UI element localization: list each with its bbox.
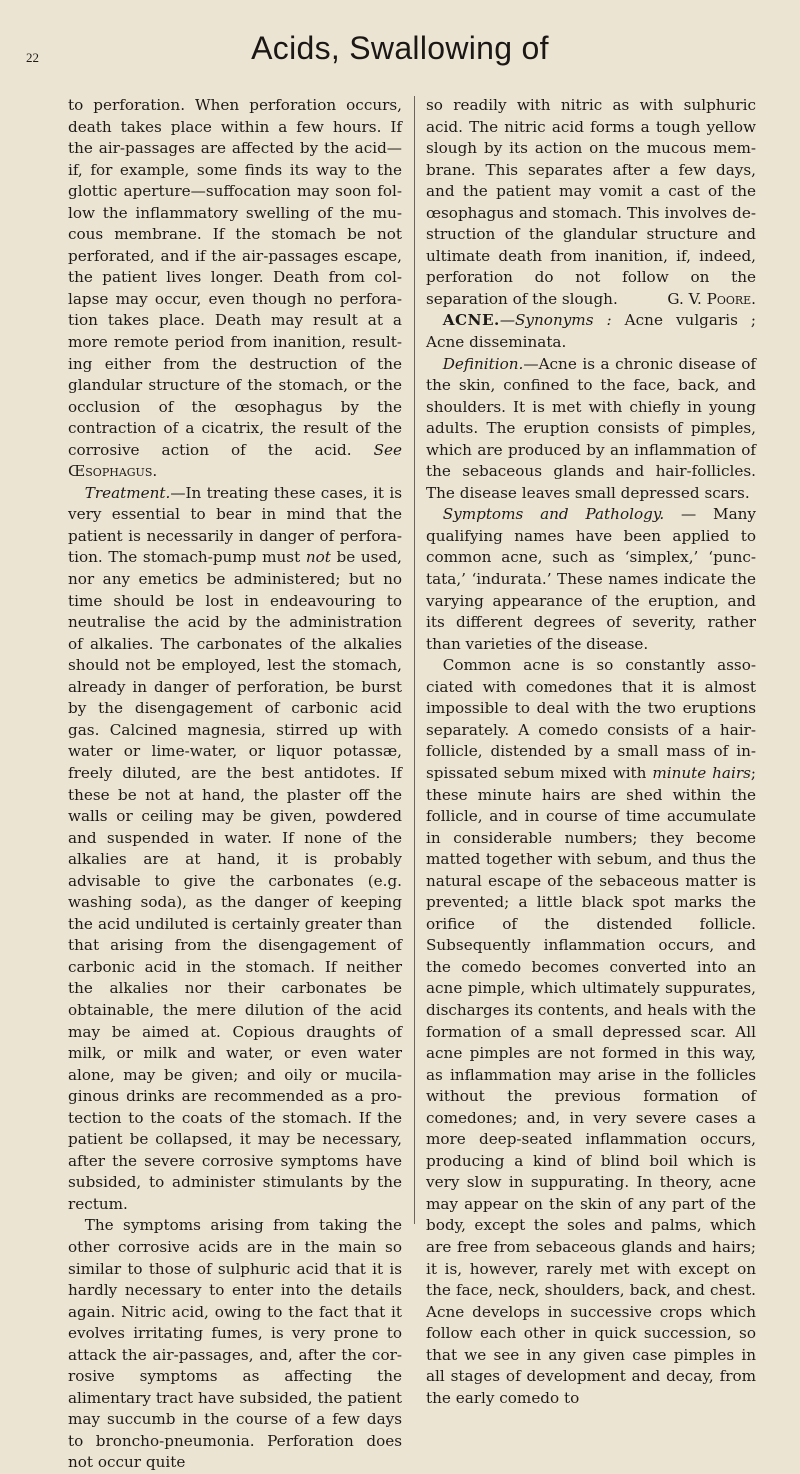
page-number: 22	[26, 50, 39, 65]
section-heading: Definition.	[442, 354, 524, 373]
paragraph-text: ; these minute hairs are shed within the follicle, and in course of time accumulate in considerable numbers; they become matted together with sebum, and thus the natural escape of the sebaceous matter is prevented; a little black spot marks the orifice of the distended follicle. Subsequently inflammation occurs, and the comedo becomes converted into an acne pimple, which ultimately suppurates, discharges its contents, and heals with the formation of a small depressed scar. All acne pimples are not formed in this way, as inflammation may arise in the follicles without the previous formation of comedones; and, in very severe cases a more deep-seated inflammation occurs, producing a kind of blind boil which is very slow in suppurating. In theory, acne may appear on the skin of any part of the body, except the soles and palms, which are free from sebaceous glands and hairs; it is, however, rarely met with except on the face, neck, shoulders, back, and chest. Acne develops in successive crops which follow each other in quick succession, so that we see in any given case pimples in all stages of development and decay, from the early comedo to	[426, 763, 756, 1407]
author-signature: G. V. Poore.	[667, 289, 756, 308]
paragraph-text: be used, nor any emetics be administered; but no time should be lost in endeavouring to neutralise the acid by the administration of alkalies. The carbonates of the alkalies should not be employed, lest the stomach, already in danger of perforation, be burst by the disengagement of carbonic acid gas. Calcined magnesia, stirred up with water or lime-water, or liquor potassæ, freely diluted, are the best antidotes. If these be not at hand, the plaster off the walls or ceiling may be given, powdered and suspended in water. If none of the alkalies are at hand, it is probably advisable to give the carbonates (e.g. washing soda), as the danger of keeping the acid undiluted is certainly greater than that arising from the disengagement of carbonic acid in the stomach. If neither the alkalies nor their carbonates be obtainable, the mere dilution of the acid may be aimed at. Copious draughts of milk, or milk and water, or even water alone, may be given; and oily or mucilaginous drinks are recommended as a protection to the coats of the stomach. If the patient be collapsed, it may be necessary, after the severe corrosive symptoms have subsided, to administer stimulants by the rectum.	[68, 548, 403, 1213]
synonyms-label: —Synonyms :	[499, 311, 612, 330]
section-heading: Symptoms and Pathology.	[442, 505, 665, 524]
right-column	[426, 95, 756, 1409]
paragraph	[68, 483, 402, 1216]
emphasis: not	[305, 548, 331, 567]
section-heading: Treatment.	[84, 483, 171, 502]
left-column	[68, 95, 402, 1474]
emphasis: minute hairs	[652, 763, 751, 782]
paragraph-text: —In treating these cases, it is very essential to bear in mind that the patient is necessarily in danger of perforation. The stomach-pump must	[68, 483, 402, 567]
entry-heading-paragraph	[426, 310, 756, 353]
cross-reference-label: See	[373, 440, 403, 459]
paragraph	[426, 504, 756, 655]
paragraph-text: so readily with nitric as with sulphuric acid. The nitric acid forms a tough yellow slough by its action on the mucous membrane. This separates after a few days, and the patient may vomit a cast of the œsophagus and stomach. This involves destruction of the glandular structure and ultimate death from inanition, if, indeed, perforation do not follow on the separation of the slough.	[426, 96, 756, 308]
paragraph-text: to perforation. When perforation occurs, death takes place within a few hours. If the air-passages are affected by the acid— if, for example, some finds its way to the glottic aperture—suffocation may soon follow the inflammatory swelling of the mucous membrane. If the stomach be not perforated, and if the air-passages escape, the patient lives longer. Death from collapse may occur, even though no perforation takes place. Death may result at a more remote period from inanition, resulting either from the destruction of the glandular structure of the stomach, or the occlusion of the œsophagus by the contraction of a cicatrix, the result of the corrosive action of the acid.	[68, 96, 402, 459]
cross-reference: Œsophagus.	[68, 462, 158, 481]
running-head: Acids, Swallowing of	[251, 30, 549, 66]
paragraph: The symptoms arising from taking the other corrosive acids are in the main so similar to those of sulphuric acid that it is hardly necessary to enter into the details again. Nitric acid, owing to the fact that it evolves irritating fumes, is very prone to attack the air-passages, and, after the corrosive symptoms as affecting the alimentary tract have subsided, the patient may succumb in the course of a few days to broncho-pneumonia. Perforation does not occur quite	[68, 1216, 402, 1472]
synonyms-text: Acne vulgaris ; Acne disseminata.	[426, 311, 757, 352]
column-divider	[414, 96, 415, 1224]
headword: ACNE.	[442, 311, 500, 330]
paragraph	[426, 655, 756, 1409]
paragraph	[68, 95, 402, 483]
paragraph-text: —Acne is a chronic disease of the skin, confined to the face, back, and shoulders. It is met with chiefly in young adults. The eruption consists of pimples, which are produced by an inflammation of the sebaceous glands and hair-follicles. The disease leaves small depressed scars.	[426, 354, 756, 502]
paragraph-text: Common acne is so constantly associated with comedones that it is almost impossible to deal with the two eruptions separately. A comedo consists of a hair-follicle, distended by a small mass of inspissated sebum mixed with	[426, 656, 756, 782]
paragraph-text: — Many qualifying names have been applied to common acne, such as ‘simplex,’ ‘punctata,’ ‘indurata.’ These names indicate the varying appearance of the eruption, and its different degrees of severity, rather than varieties of the disease.	[426, 505, 756, 653]
paragraph	[426, 95, 756, 310]
paragraph	[426, 354, 756, 505]
